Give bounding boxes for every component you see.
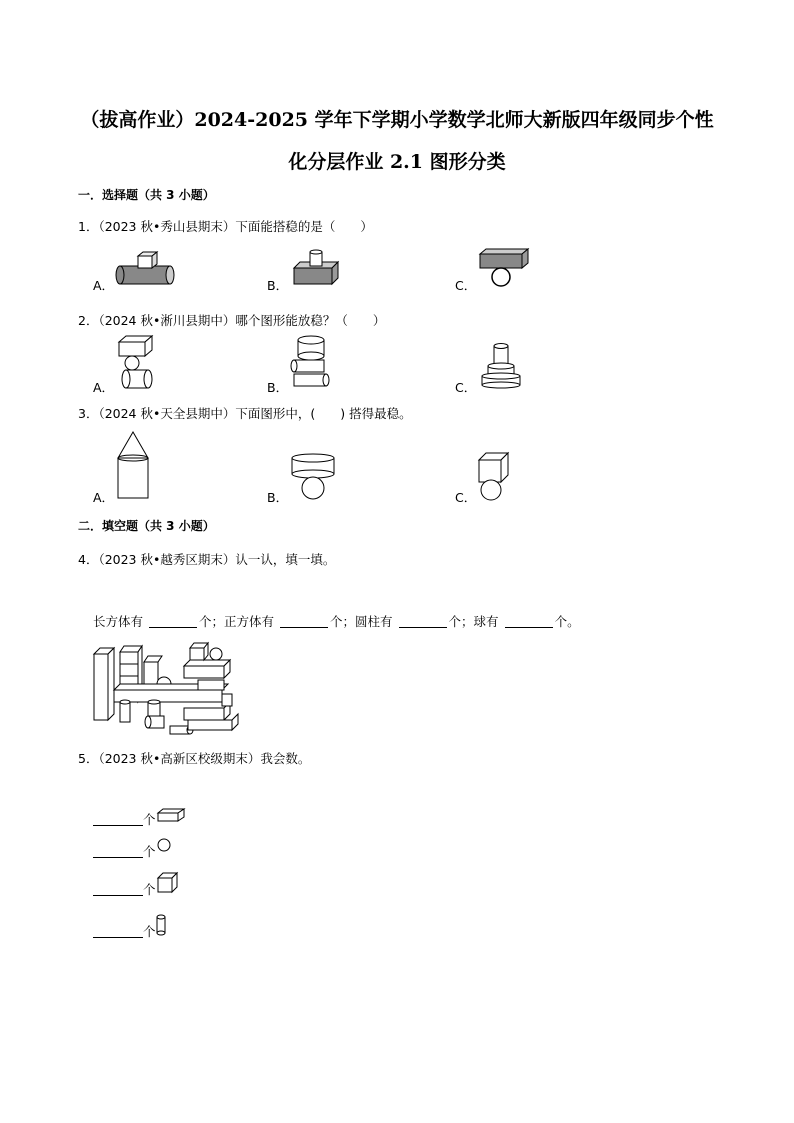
- q5-row-sphere: [93, 842, 156, 860]
- question-3: 3．（2024 秋•天全县期中）下面图形中，( ) 搭得最稳。: [78, 406, 412, 421]
- question-4: 4．（2023 秋•越秀区期末）认一认，填一填。: [78, 552, 336, 567]
- q4-blank-cylinder[interactable]: [399, 615, 447, 628]
- q4-label-cuboid: 长方体有: [93, 614, 144, 629]
- q1-c-cuboid-on-sphere-figure: [478, 248, 530, 290]
- question-1: 1．（2023 秋•秀山县期末）下面能搭稳的是（ ）: [78, 219, 373, 234]
- q5-row-cuboid: [93, 810, 156, 828]
- q5-row-cylinder: [93, 922, 156, 940]
- q3-a-cone-on-cylinder-figure: [116, 430, 152, 500]
- q4-fill-line: [93, 612, 580, 630]
- q1-option-c[interactable]: C．: [455, 278, 477, 293]
- q5-blank-cuboid[interactable]: [93, 813, 143, 826]
- cube-icon: [157, 872, 179, 894]
- page-title-line1: （拔高作业）2024-2025 学年下学期小学数学北师大新版四年级同步个性: [80, 109, 714, 131]
- section-heading-fill: 二．填空题（共 3 小题）: [78, 519, 215, 533]
- section-heading-choice: 一．选择题（共 3 小题）: [78, 188, 215, 202]
- q5-unit-label: 个: [143, 812, 156, 827]
- q2-c-tower-figure: [480, 342, 526, 390]
- page-title-line2: 化分层作业 2.1 图形分类: [288, 151, 506, 173]
- q2-option-b[interactable]: B．: [267, 380, 289, 395]
- cuboid-icon: [157, 808, 187, 822]
- cylinder-icon: [156, 914, 168, 936]
- q1-b-cylinder-on-cuboid-figure: [292, 250, 342, 290]
- q2-b-cylinders-figure: [290, 334, 332, 390]
- q5-blank-cylinder[interactable]: [93, 925, 143, 938]
- q5-unit-label: 个: [143, 882, 156, 897]
- q4-blank-cuboid[interactable]: [149, 615, 197, 628]
- q5-unit-label: 个: [143, 924, 156, 939]
- q4-blocks-picture: [92, 640, 246, 738]
- q1-option-b[interactable]: B．: [267, 278, 289, 293]
- q4-label-end: 个。: [554, 614, 580, 629]
- q5-unit-label: 个: [143, 844, 156, 859]
- q5-blank-sphere[interactable]: [93, 845, 143, 858]
- q5-blank-cube[interactable]: [93, 883, 143, 896]
- q1-option-a[interactable]: A．: [93, 278, 115, 293]
- q3-option-b[interactable]: B．: [267, 490, 289, 505]
- q4-label-sphere: 个；球有: [448, 614, 499, 629]
- sphere-icon: [157, 838, 173, 854]
- q3-option-c[interactable]: C．: [455, 490, 477, 505]
- q4-blank-cube[interactable]: [280, 615, 328, 628]
- q2-a-stack-figure: [116, 334, 158, 390]
- q2-option-a[interactable]: A．: [93, 380, 115, 395]
- question-5: 5．（2023 秋•高新区校级期末）我会数。: [78, 751, 311, 766]
- q3-b-cylinder-on-sphere-figure: [290, 452, 336, 502]
- q3-c-cube-on-sphere-figure: [476, 450, 512, 502]
- q4-blank-sphere[interactable]: [505, 615, 553, 628]
- q1-a-cube-on-cylinder-figure: [118, 252, 178, 292]
- q4-label-cube: 个；正方体有: [199, 614, 275, 629]
- q2-option-c[interactable]: C．: [455, 380, 477, 395]
- q4-label-cylinder: 个；圆柱有: [330, 614, 393, 629]
- question-2: 2．（2024 秋•淅川县期中）哪个图形能放稳？（ ）: [78, 313, 386, 328]
- q3-option-a[interactable]: A．: [93, 490, 115, 505]
- q5-row-cube: [93, 880, 156, 898]
